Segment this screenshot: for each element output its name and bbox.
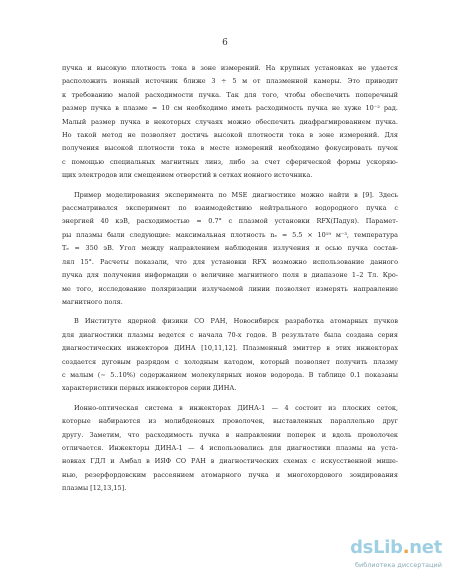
- text-line: Но такой метод не позволяет достичь высокой плотности тока в зоне измерений. Для: [62, 131, 398, 140]
- text-line: магнитного поля.: [62, 297, 123, 306]
- text-line: пучка и высокую плотность тока в зоне измерений. На крупных установках не удается: [62, 64, 398, 72]
- text-line: В Институте ядерной физики СО РАН, Новосибирск разработка атомарных пучков: [74, 317, 398, 326]
- text-line: размер пучка в плазме ≈ 10 см необходимо иметь расходимость пучка не хуже 10⁻² рад.: [62, 104, 398, 113]
- watermark-subtitle: библиотека диссертаций: [355, 561, 442, 569]
- text-line: Пример моделирования эксперимента по MSE диагностике можно найти в [9]. Здесь: [74, 190, 398, 199]
- text-line: которые набираются из молибденовых проволочек, выставленных параллельно друг: [62, 417, 398, 426]
- text-line: щих электродов или смещением отверстий в сетках ионного источника.: [62, 171, 313, 180]
- text-line: пучка для получения информации о величине магнитного поля в диапазоне 1–2 Тл. Кро-: [62, 271, 398, 280]
- watermark: [322, 537, 442, 575]
- text-line: Ионно-оптическая система в инжекторах ДИНА-1 — 4 состоит из плоских сеток,: [74, 403, 398, 412]
- paragraph: [62, 402, 398, 496]
- text-line: диагностических инжекторов ДИНА [10,11,12]. Плазменный эмиттер в этих инжекторах: [62, 344, 398, 353]
- text-line: новках ГДЛ и Амбал в ИЯФ СО РАН в диагностических схемах с искусственной мише-: [62, 457, 398, 466]
- paragraph: [62, 62, 398, 183]
- text-line: расположить ионный источник ближе 3 ÷ 5 м от плазменной камеры. Это приводит: [62, 77, 398, 86]
- text-line: Tₑ ≈ 350 эВ. Угол между направлением наблюдения излучения и осью пучка состав-: [62, 244, 398, 253]
- text-line: отличается. Инжекторы ДИНА-1 — 4 использовались для диагностики плазмы на уста-: [62, 443, 398, 452]
- text-line: получения высокой плотности тока в месте измерений необходимо фокусировать пучок: [62, 144, 398, 153]
- text-line: ры плазмы были следующие: максимальная плотность nₑ ≈ 5.5 × 10¹⁹ м⁻³, температура: [62, 230, 398, 239]
- text-line: с помощью специальных магнитных линз, либо за счет сферической формы ускоряю-: [62, 157, 398, 166]
- text-line: ме того, исследование поляризации излучаемой линии позволяет измерять направление: [62, 284, 398, 293]
- paragraph: [62, 189, 398, 310]
- text-line: рассматривался эксперимент по взаимодействию нейтрального водородного пучка с: [62, 204, 398, 213]
- text-line: характеристики первых инжекторов серии ДИНА.: [62, 384, 237, 393]
- text-line: с малым (∼ 5..10%) содержанием молекулярных ионов водорода. В таблице 0.1 показаны: [62, 370, 398, 379]
- text-line: к требованию малой расходимости пучка. Так для того, чтобы обеспечить поперечный: [62, 90, 398, 99]
- body-text: [62, 62, 398, 496]
- watermark-logo: dsLib.net: [350, 537, 442, 558]
- text-line: для диагностики плазмы ведется с начала 70-х годов. В результате была создана серия: [62, 330, 398, 339]
- text-line: нью, резерфордовским рассеянием атомарного пучка и многохордового зондирования: [62, 470, 398, 479]
- page-number: 6: [222, 38, 228, 48]
- text-line: Малый размер пучка в некоторых случаях можно обеспечить диафрагмированием пучка.: [62, 117, 398, 126]
- paragraph: [62, 315, 398, 395]
- text-line: лял 15°. Расчеты показали, что для установки RFX возможно использование данного: [62, 257, 398, 266]
- text-line: создается дуговым разрядом с холодным катодом, который позволяет получить плазму: [62, 357, 398, 366]
- text-line: плазмы [12,13,15].: [62, 484, 127, 493]
- text-line: энергией 40 кэВ, расходимостью ≈ 0.7° с плазмой установки RFX(Падуя). Парамет-: [62, 217, 398, 226]
- text-line: другу. Заметим, что расходимость пучка в направлении поперек и вдоль проволочек: [62, 430, 398, 439]
